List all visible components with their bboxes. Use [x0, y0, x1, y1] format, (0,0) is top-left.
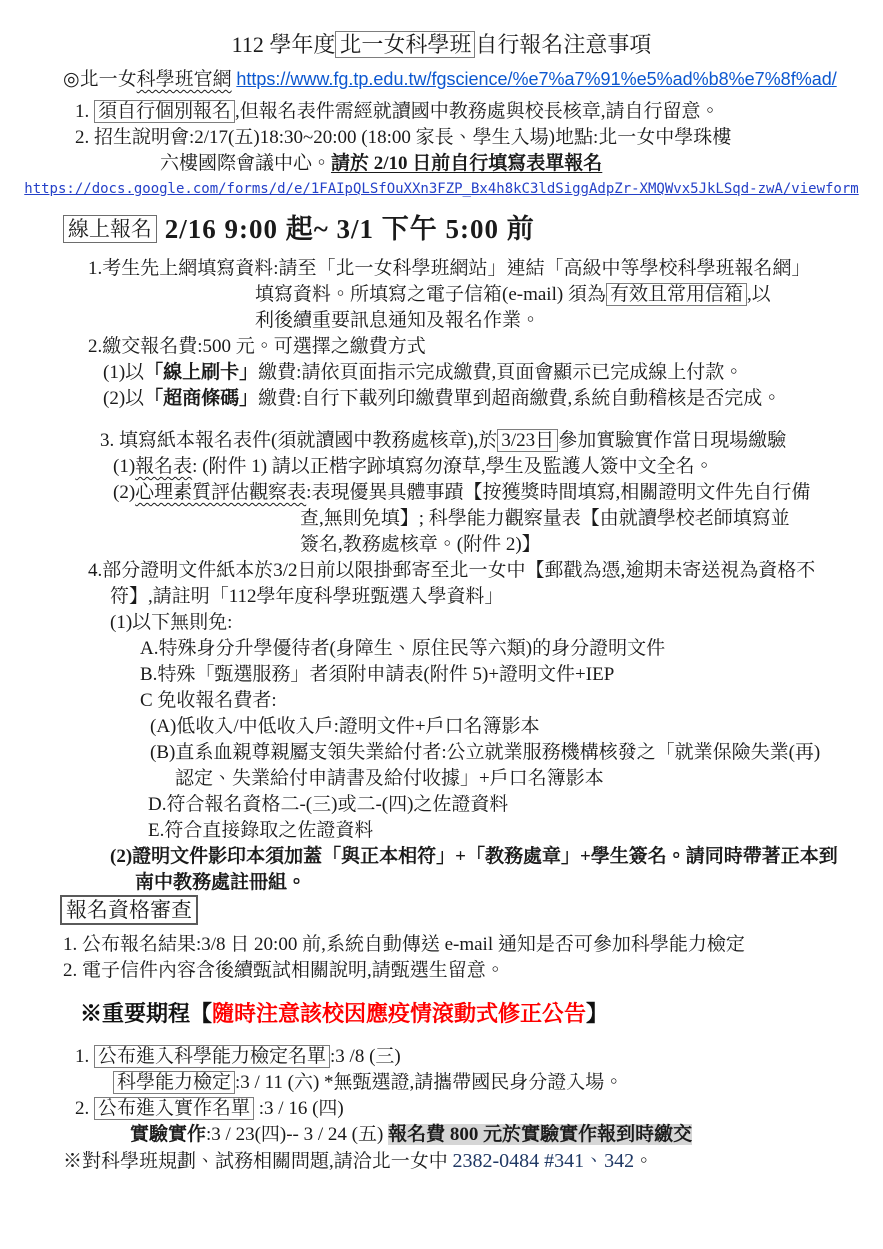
- text-segment: : (附件 1) 請以正楷字跡填寫勿潦草,學生及監護人簽中文全名。: [192, 456, 714, 477]
- line-form-psych-cont2: [300, 532, 883, 558]
- boxed-heading: 報名資格審查: [60, 895, 198, 925]
- line-step4-cont-label: [110, 584, 883, 610]
- line-step1-fill-online: [88, 256, 883, 282]
- text-segment: 實驗實作: [130, 1124, 207, 1145]
- line-important-schedule-heading: [80, 1000, 883, 1030]
- text-segment: 4.部分證明文件紙本於3/2日前以限掛郵寄至北一女中【郵戳為憑,逾期未寄送視為資格不: [88, 560, 816, 581]
- text-segment: 「線上刷卡」: [144, 362, 259, 383]
- text-segment: :3 / 11 (六) *無甄選證,請攜帶國民身分證入場。: [235, 1072, 624, 1093]
- text-segment: 2. 招生說明會:2/17(五)18:30~20:00 (18:00 家長、學生入場)地點:北一女中學珠樓: [75, 127, 732, 148]
- text-segment: 繳費:請依頁面指示完成繳費,頁面會顯示已完成線上付款。: [258, 362, 744, 383]
- line-step4-mail-documents: [88, 558, 883, 584]
- text-segment: ◎北一女: [63, 69, 137, 90]
- text-segment: 自行報名注意事項: [475, 32, 652, 57]
- line-info-session: [75, 125, 883, 151]
- boxed-label: 公布進入實作名單: [94, 1097, 254, 1120]
- line-note-individual-registration: [75, 99, 883, 125]
- line-online-registration-heading: [63, 210, 883, 252]
- line-title: [0, 0, 883, 60]
- line-step1-cont-notice: [255, 308, 883, 334]
- text-segment: D.符合報名資格二-(三)或二-(四)之佐證資料: [148, 794, 509, 815]
- text-segment: ,但報名表件需經就讀國中教務處與校長核章,請自行留意。: [235, 101, 720, 122]
- text-segment: 1.: [75, 101, 94, 122]
- line-doc-d-eligibility: [148, 792, 883, 818]
- text-segment: 利後續重要訊息通知及報名作業。: [255, 310, 541, 331]
- text-segment: 查,無則免填】; 科學能力觀察量表【由就讀學校老師填寫並: [300, 508, 790, 529]
- boxed-label: 須自行個別報名: [94, 100, 235, 123]
- text-segment: 報名表: [135, 456, 193, 477]
- text-segment: (2)以: [103, 388, 145, 409]
- text-segment: 簽名,教務處核章。(附件 2)】: [300, 534, 541, 555]
- line-doc-b-selection-service: [140, 662, 883, 688]
- text-segment: 1. 公布報名結果:3/8 日 20:00 前,系統自動傳送 e-mail 通知是否可參加科學能力檢定: [63, 934, 745, 955]
- line-review-result-announcement: [63, 932, 883, 958]
- text-segment: 科學班官網: [136, 69, 232, 90]
- boxed-label: 有效且常用信箱: [606, 283, 747, 306]
- line-fee-store-barcode: [103, 386, 883, 412]
- text-segment: (2)證明文件影印本須加蓋「與正本相符」+「教務處章」+學生簽名。請同時帶著正本到: [110, 846, 838, 867]
- line-form-psych-cont1: [300, 506, 883, 532]
- boxed-label: 北一女科學班: [335, 31, 475, 58]
- official-site-link[interactable]: https://www.fg.tp.edu.tw/fgscience/%e7%a7%91%e5%ad%b8%e7%8f%ad/: [236, 69, 837, 89]
- text-segment: :3 /8 (三): [330, 1046, 401, 1067]
- text-segment: 繳費:自行下載列印繳費單到超商繳費,系統自動稽核是否完成。: [258, 388, 782, 409]
- boxed-heading: 線上報名: [63, 215, 157, 243]
- red-alert-text: 隨時注意該校因應疫情滾動式修正公告: [212, 1001, 587, 1026]
- text-segment: (1): [113, 456, 136, 477]
- text-segment: ※對科學班規劃、試務相關問題,請洽北一女中: [63, 1151, 453, 1172]
- text-segment: C 免收報名費者:: [140, 690, 277, 711]
- line-step2-fee: [88, 334, 883, 360]
- text-segment: 填寫資料。所填寫之電子信箱(e-mail) 須為: [255, 284, 606, 305]
- text-segment: E.符合直接錄取之佐證資料: [148, 820, 374, 841]
- line-doc-c-low-income: [150, 714, 883, 740]
- text-segment: 符】,請註明「112學年度科學班甄選入學資料」: [110, 586, 504, 607]
- line-signup-form-link: [0, 177, 883, 200]
- text-segment: ,以: [746, 284, 771, 305]
- text-segment: 認定、失業給付申請書及給付收據」+戶口名簿影本: [175, 768, 604, 789]
- line-copy-stamp-note-cont: [135, 870, 883, 896]
- line-doc-c-unemployment: [150, 740, 883, 766]
- line-docs-list-intro: [110, 610, 883, 636]
- text-segment: 心理素質評估觀察表: [135, 482, 307, 503]
- text-segment: 2. 電子信件內容含後續甄試相關說明,請甄選生留意。: [63, 960, 505, 981]
- line-copy-stamp-note: [110, 844, 883, 870]
- line-step1-cont-email: [255, 282, 883, 308]
- text-segment: 2.繳交報名費:500 元。可選擇之繳費方式: [88, 336, 426, 357]
- line-doc-e-direct-admission: [148, 818, 883, 844]
- line-qualification-review-heading: [60, 896, 883, 926]
- text-segment: 2.: [75, 1098, 94, 1119]
- text-segment: 參加實驗實作當日現場繳驗: [558, 430, 787, 451]
- text-segment: :3 / 16 (四): [254, 1098, 344, 1119]
- line-form-application: [113, 454, 883, 480]
- line-info-session-location: [160, 151, 883, 177]
- line-contact-info: [63, 1148, 883, 1175]
- text-segment: 請於 2/10 日前自行填寫表單報名: [331, 153, 603, 174]
- boxed-label: 科學能力檢定: [113, 1071, 235, 1094]
- text-segment: (A)低收入/中低收入戶:證明文件+戶口名簿影本: [150, 716, 540, 737]
- line-official-website: [63, 66, 883, 93]
- text-segment: (1)以: [103, 362, 145, 383]
- line-schedule-1-announce-list: [75, 1044, 883, 1070]
- boxed-label: 3/23日: [497, 429, 558, 452]
- line-fee-online-card: [103, 360, 883, 386]
- boxed-label: 公布進入科學能力檢定名單: [94, 1045, 330, 1068]
- highlighted-fee-note: 報名費 800 元於實驗實作報到時繳交: [388, 1124, 693, 1145]
- line-doc-c-unemployment-cont: [175, 766, 883, 792]
- phone-number: 2382-0484 #341、342: [452, 1150, 635, 1172]
- text-segment: 2/16 9:00 起~ 3/1 下午 5:00 前: [157, 214, 535, 244]
- line-schedule-2-announce-practical: [75, 1096, 883, 1122]
- text-segment: :表現優異具體事蹟【按獲獎時間填寫,相關證明文件先自行備: [306, 482, 811, 503]
- text-segment: 1.: [75, 1046, 94, 1067]
- text-segment: ※重要期程【: [80, 1001, 213, 1026]
- text-segment: 六樓國際會議中心。: [160, 153, 332, 174]
- text-segment: (1)以下無則免:: [110, 612, 233, 633]
- text-segment: B.特殊「甄選服務」者須附申請表(附件 5)+證明文件+IEP: [140, 664, 615, 685]
- text-segment: (2): [113, 482, 136, 503]
- text-segment: 。: [634, 1151, 654, 1172]
- text-segment: 3. 填寫紙本報名表件(須就讀國中教務處核章),於: [100, 430, 498, 451]
- text-segment: 112 學年度: [231, 32, 336, 57]
- line-review-email-note: [63, 958, 883, 984]
- text-segment: 「超商條碼」: [144, 388, 259, 409]
- line-doc-c-fee-waiver: [140, 688, 883, 714]
- text-segment: 】: [586, 1001, 609, 1026]
- line-doc-a-special-status: [140, 636, 883, 662]
- text-segment: (B)直系血親尊親屬支領失業給付者:公立就業服務機構核發之「就業保險失業(再): [150, 742, 821, 763]
- text-segment: A.特殊身分升學優待者(身障生、原住民等六類)的身分證明文件: [140, 638, 666, 659]
- text-segment: 南中教務處註冊組。: [135, 872, 307, 893]
- google-form-link[interactable]: https://docs.google.com/forms/d/e/1FAIpQLSfOuXXn3FZP_Bx4h8kC3ldSiggAdpZr-XMQWvx5JkLSqd-zwA/viewform: [24, 181, 859, 197]
- line-schedule-1-ability-test: [113, 1070, 883, 1096]
- text-segment: :3 / 23(四)-- 3 / 24 (五): [206, 1124, 389, 1145]
- line-schedule-2-experiment: [130, 1122, 883, 1148]
- line-form-psych-evaluation: [113, 480, 883, 506]
- text-segment: 1.考生先上網填寫資料:請至「北一女科學班網站」連結「高級中等學校科學班報名網」: [88, 258, 811, 279]
- line-step3-paper-forms: [100, 428, 883, 454]
